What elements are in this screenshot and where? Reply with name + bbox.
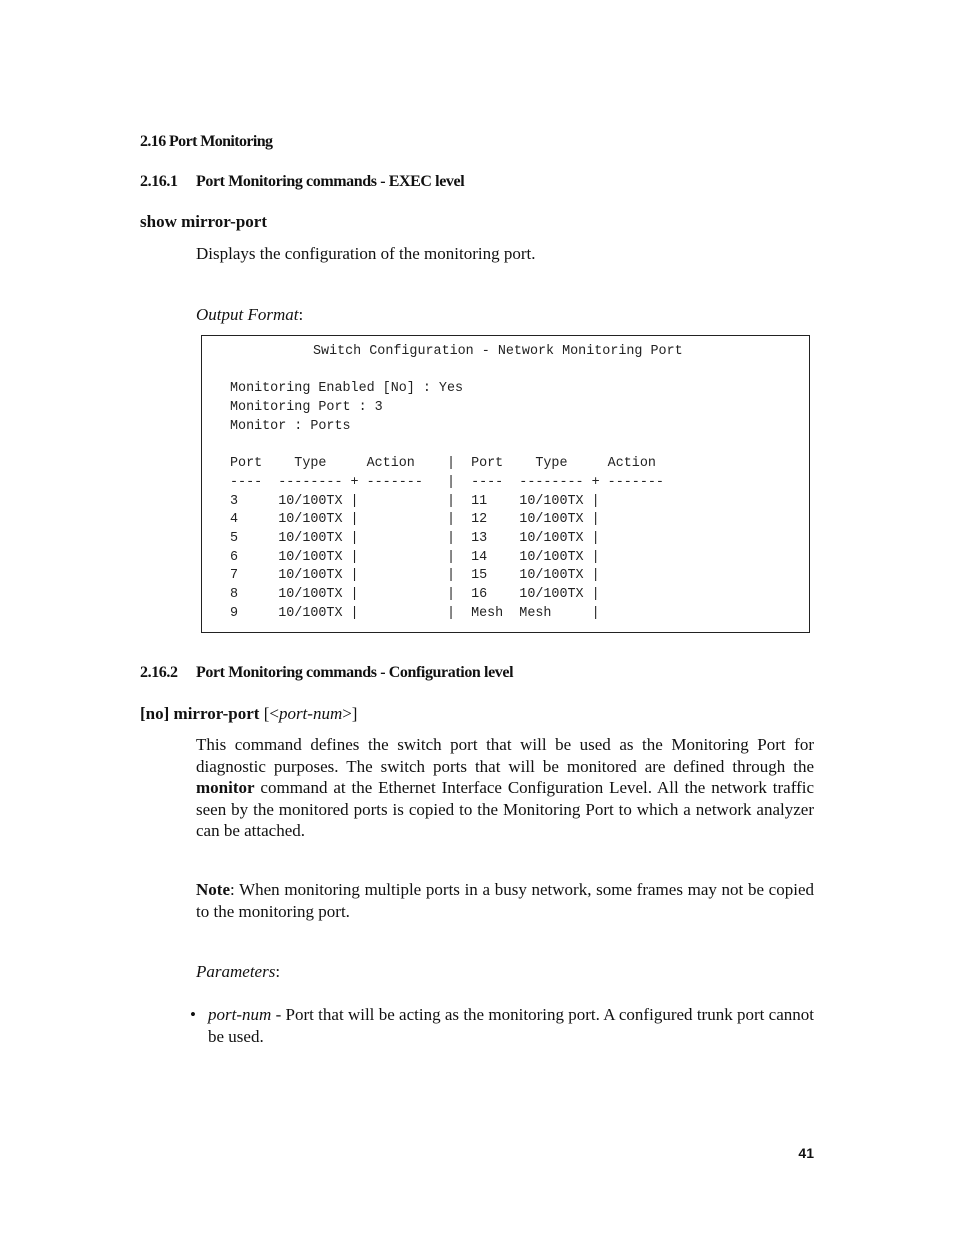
output-table-row: 4 10/100TX | | 12 10/100TX | [230,512,600,527]
output-table-row: 5 10/100TX | | 13 10/100TX | [230,531,600,546]
output-table-row: 3 10/100TX | | 11 10/100TX | [230,494,600,509]
parameters-text: Parameters [196,962,276,981]
description-text: This command defines the switch port that will be used as the Monitoring Port for diagnostic purposes. The switch ports that will be monitored are defined through the [196,735,814,776]
note-paragraph [196,879,814,922]
syntax-param: port-num [278,704,343,723]
output-table-header: Port Type Action | Port Type Action [230,456,656,471]
section-heading: 2.16 Port Monitoring [140,133,273,150]
output-info-line: Monitoring Enabled [No] : Yes [230,381,464,396]
output-format-box [201,335,810,633]
output-info-line: Monitor : Ports [230,419,351,434]
output-table-row: 8 10/100TX | | 16 10/100TX | [230,587,600,602]
page-number: 41 [798,1145,814,1161]
subsection-title: Port Monitoring commands - EXEC level [196,173,465,190]
output-table-row: 7 10/100TX | | 15 10/100TX | [230,568,600,583]
output-format-colon: : [298,305,304,324]
parameter-item [208,1004,814,1047]
parameters-label [196,961,814,983]
output-title: Switch Configuration - Network Monitoring Port [313,344,683,359]
description-text: command at the Ethernet Interface Configuration Level. All the network traffic seen by the monitored ports is copied to the Monitoring Port to which a network analyzer can be attached. [196,778,814,840]
subsection-title: Port Monitoring commands - Configuration level [196,664,514,681]
command-syntax-mirror-port [140,704,357,724]
subsection-heading-config [140,664,513,682]
subsection-heading-exec [140,173,464,191]
bullet-icon: • [190,1005,196,1024]
output-table-row: 6 10/100TX | | 14 10/100TX | [230,550,600,565]
monitor-keyword: monitor [196,778,255,797]
command-description [196,734,814,842]
output-table-rule: ---- -------- + ------- | ---- -------- + ------- [230,475,664,490]
command-name-show-mirror-port: show mirror-port [140,212,268,231]
command-name: [no] mirror-port [140,704,260,723]
note-label: Note [196,880,230,899]
parameter-name: port-num [208,1005,272,1024]
subsection-number: 2.16.1 [140,173,178,190]
output-format-text: Output Format [196,305,299,324]
command-description: Displays the configuration of the monitoring port. [196,244,536,263]
output-info-line: Monitoring Port : 3 [230,400,383,415]
parameter-description: - Port that will be acting as the monitoring port. A configured trunk port cannot be used. [208,1005,814,1046]
syntax-close: >] [342,704,358,723]
output-table-row: 9 10/100TX | | Mesh Mesh | [230,606,600,621]
subsection-number: 2.16.2 [140,664,178,681]
parameters-colon: : [275,962,281,981]
note-text: : When monitoring multiple ports in a busy network, some frames may not be copied to the monitoring port. [196,880,814,921]
output-format-label [196,304,814,326]
syntax-open: [< [259,704,279,723]
